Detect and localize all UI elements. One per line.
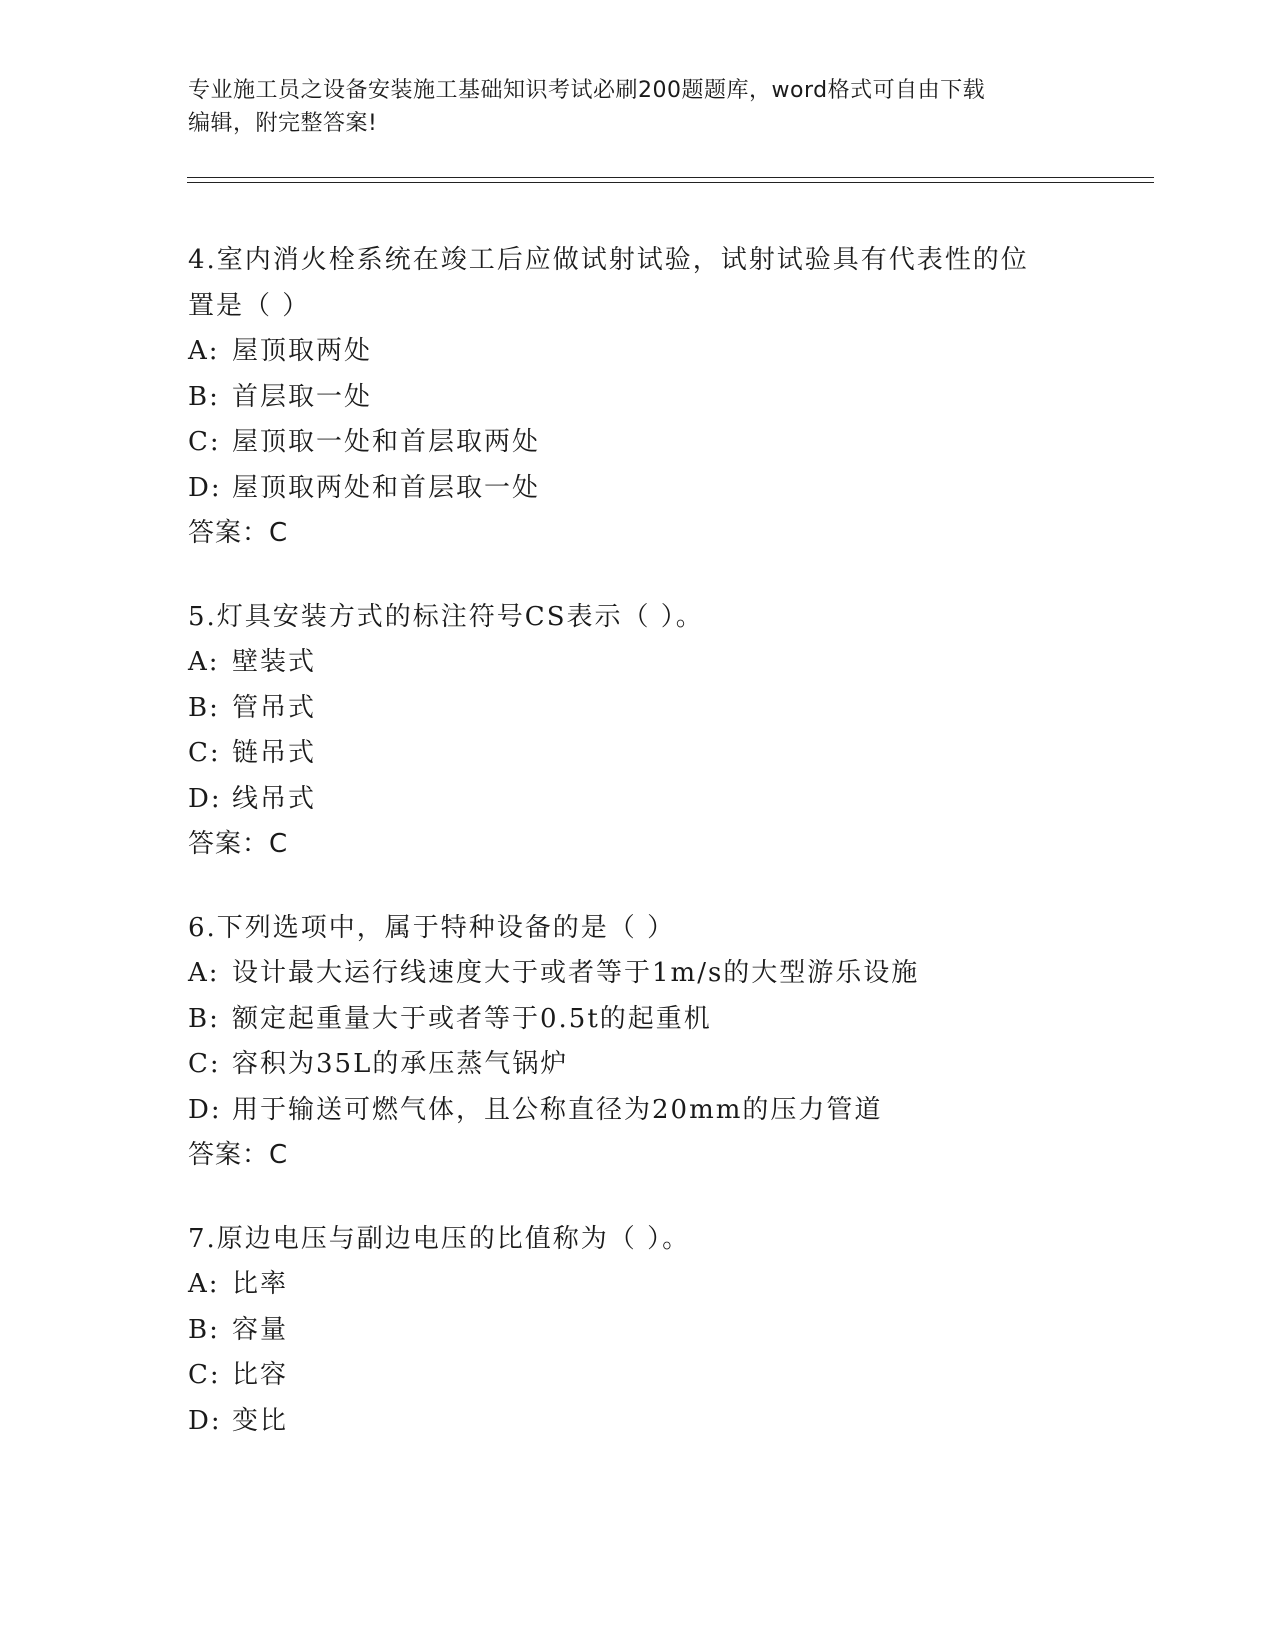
question-5-answer: 答案：C xyxy=(188,829,289,859)
question-7-text: 7.原边电压与副边电压的比值称为（ ）。 xyxy=(188,1223,691,1254)
question-4-text-line-1: 4.室内消火栓系统在竣工后应做试射试验，试射试验具有代表性的位 xyxy=(188,245,1029,275)
question-7-option-d xyxy=(188,1399,1088,1445)
question-list xyxy=(188,238,1088,1482)
option-text: 线吊式 xyxy=(232,783,317,814)
option-key: D: xyxy=(188,783,222,814)
question-5-option-d xyxy=(188,777,1088,823)
option-text: 变比 xyxy=(232,1405,289,1436)
question-5-option-c xyxy=(188,731,1088,777)
option-text: 首层取一处 xyxy=(232,381,373,412)
option-key: A: xyxy=(188,1269,220,1299)
option-text: 比容 xyxy=(232,1360,289,1390)
header-line-1: 专业施工员之设备安装施工基础知识考试必刷200题题库，word格式可自由下载 xyxy=(188,78,986,103)
question-4-option-c xyxy=(188,420,1088,466)
header-divider-bottom xyxy=(187,182,1154,183)
question-7-option-a xyxy=(188,1262,1088,1308)
option-key: D: xyxy=(188,1094,222,1125)
document-header xyxy=(188,74,1068,140)
question-4-option-a xyxy=(188,329,1088,375)
question-4-text-line-2: 置是（ ） xyxy=(188,290,311,321)
question-6-option-c xyxy=(188,1042,1088,1088)
option-text: 用于输送可燃气体，且公称直径为20mm的压力管道 xyxy=(232,1094,883,1125)
question-6-option-d xyxy=(188,1088,1088,1134)
option-text: 壁装式 xyxy=(232,647,317,677)
option-key: D: xyxy=(188,1405,222,1436)
option-text: 额定起重量大于或者等于0.5t的起重机 xyxy=(232,1003,712,1034)
option-key: D: xyxy=(188,472,222,503)
option-key: B: xyxy=(188,1003,220,1034)
option-text: 容积为35L的承压蒸气锅炉 xyxy=(232,1049,569,1079)
option-text: 容量 xyxy=(232,1314,289,1345)
question-4 xyxy=(188,238,1088,557)
question-5-text: 5.灯具安装方式的标注符号CS表示（ ）。 xyxy=(188,601,704,632)
question-5-option-a xyxy=(188,640,1088,686)
question-6 xyxy=(188,906,1088,1179)
option-text: 比率 xyxy=(232,1269,289,1299)
question-6-option-a xyxy=(188,951,1088,997)
option-key: C: xyxy=(188,738,221,768)
question-4-answer: 答案：C xyxy=(188,518,289,548)
question-7 xyxy=(188,1217,1088,1445)
header-divider-top xyxy=(187,177,1154,178)
option-key: A: xyxy=(188,336,220,366)
option-key: A: xyxy=(188,958,220,988)
option-key: C: xyxy=(188,1049,221,1079)
question-6-answer: 答案：C xyxy=(188,1140,289,1170)
header-line-2: 编辑，附完整答案! xyxy=(188,111,378,136)
question-6-text: 6.下列选项中，属于特种设备的是（ ） xyxy=(188,912,676,943)
option-key: B: xyxy=(188,1314,220,1345)
question-5-option-b xyxy=(188,686,1088,732)
option-key: B: xyxy=(188,692,220,723)
option-key: A: xyxy=(188,647,220,677)
question-7-option-c xyxy=(188,1353,1088,1399)
option-key: C: xyxy=(188,1360,221,1390)
question-4-option-d xyxy=(188,466,1088,512)
option-text: 屋顶取两处和首层取一处 xyxy=(232,472,541,503)
option-text: 链吊式 xyxy=(232,738,317,768)
question-4-option-b xyxy=(188,375,1088,421)
option-key: B: xyxy=(188,381,220,412)
option-text: 屋顶取一处和首层取两处 xyxy=(232,427,541,457)
option-text: 设计最大运行线速度大于或者等于1m/s的大型游乐设施 xyxy=(232,958,920,988)
option-text: 屋顶取两处 xyxy=(232,336,373,366)
question-7-option-b xyxy=(188,1308,1088,1354)
question-6-option-b xyxy=(188,997,1088,1043)
option-text: 管吊式 xyxy=(232,692,317,723)
question-5 xyxy=(188,595,1088,868)
option-key: C: xyxy=(188,427,221,457)
